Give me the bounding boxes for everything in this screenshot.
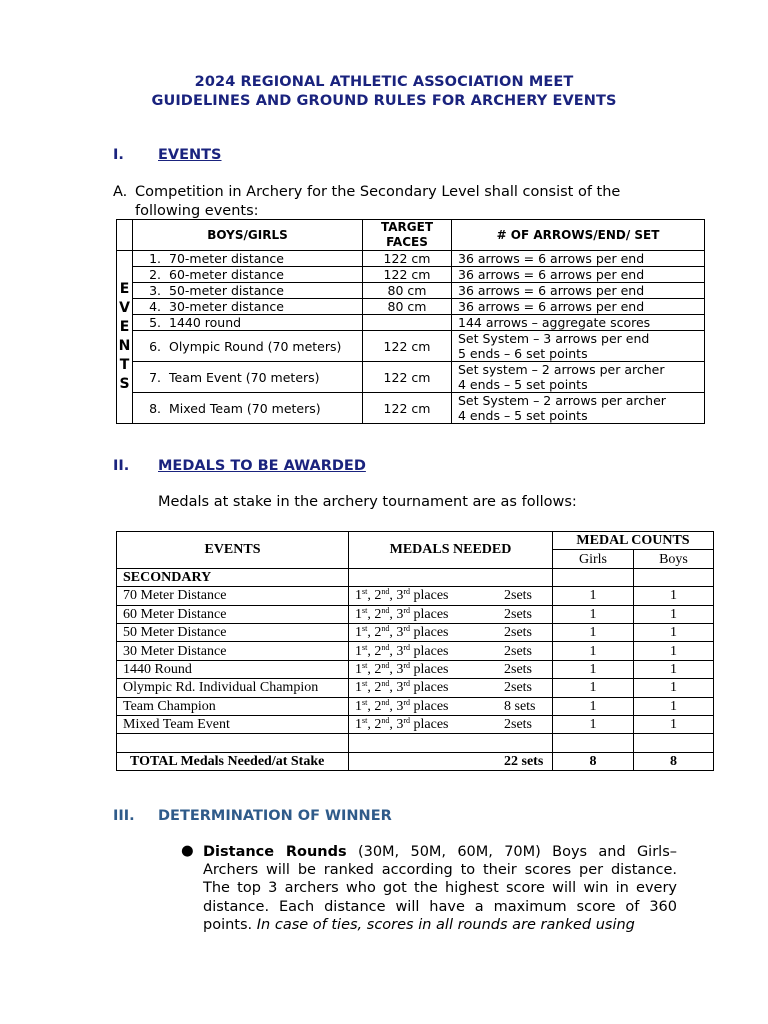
header-medal-counts: MEDAL COUNTS: [553, 532, 714, 550]
boys-count: 1: [634, 660, 714, 678]
row-number: 7.: [149, 369, 161, 385]
event-cell: [133, 393, 363, 424]
girls-count: 1: [553, 623, 634, 641]
ord-suffix: st: [362, 660, 368, 670]
ord-suffix: nd: [381, 679, 390, 689]
ord-suffix: nd: [381, 660, 390, 670]
medals-needed-cell: 1st, 2nd, 3rd places 2sets: [349, 623, 553, 641]
empty-cell: [349, 568, 553, 586]
ord-suffix: nd: [381, 697, 390, 707]
ord: 1: [355, 698, 362, 714]
event-cell: [133, 362, 363, 393]
ord: 1: [355, 643, 362, 659]
ord-suffix: st: [362, 587, 368, 597]
header-target-faces-text: TARGET FACES: [380, 220, 433, 249]
total-girls: 8: [553, 752, 634, 770]
side-letter: E: [119, 319, 130, 335]
table-row: [117, 299, 705, 315]
ord-suffix: nd: [381, 587, 390, 597]
sets-count: 8 sets: [504, 698, 536, 714]
paragraph-label: A.: [113, 184, 128, 200]
ord-suffix: nd: [381, 624, 390, 634]
table-row: [117, 315, 705, 331]
empty-cell: [553, 734, 634, 752]
table-row: [117, 623, 714, 641]
header-medals-needed: MEDALS NEEDED: [349, 532, 553, 569]
sets-count: 2sets: [504, 588, 532, 604]
ord-suffix: rd: [403, 642, 411, 652]
ord-suffix: st: [362, 716, 368, 726]
ord-suffix: nd: [381, 642, 390, 652]
ord-suffix: nd: [381, 605, 390, 615]
table-row: [117, 660, 714, 678]
event-name: Olympic Rd. Individual Champion: [117, 679, 349, 697]
bullet-icon: ●: [181, 843, 194, 859]
section-number: III.: [113, 808, 135, 824]
event-name: 60 Meter Distance: [117, 605, 349, 623]
boys-count: 1: [634, 605, 714, 623]
ord-suffix: st: [362, 642, 368, 652]
table-row: [117, 679, 714, 697]
table-row: [117, 715, 714, 733]
medals-needed-cell: 1st, 2nd, 3rd places 2sets: [349, 660, 553, 678]
table-row: [117, 587, 714, 605]
girls-count: 1: [553, 587, 634, 605]
arrows-cell: [452, 362, 705, 393]
table-row: [117, 697, 714, 715]
bullet-paragraph: [203, 843, 677, 934]
event-name: 30-meter distance: [169, 299, 284, 314]
ord: 2: [374, 606, 382, 622]
table-row: [117, 642, 714, 660]
ord: 3: [396, 588, 404, 604]
table-row: [117, 605, 714, 623]
boys-count: 1: [634, 642, 714, 660]
places-text: places: [413, 625, 449, 641]
ord: 2: [374, 680, 382, 696]
arrows-line: 4 ends – 5 set points: [458, 408, 588, 423]
girls-count: 1: [553, 642, 634, 660]
section-number: I.: [113, 147, 124, 163]
event-cell: [133, 283, 363, 299]
row-number: 2.: [149, 267, 161, 282]
arrows-line: Set System – 3 arrows per end: [458, 331, 650, 346]
girls-count: 1: [553, 660, 634, 678]
places-text: places: [413, 661, 449, 677]
event-name: 50-meter distance: [169, 283, 284, 298]
ord: 3: [396, 661, 404, 677]
event-name: 1440 round: [169, 315, 242, 330]
ord-suffix: rd: [403, 716, 411, 726]
side-letter: V: [119, 300, 130, 316]
group-label: SECONDARY: [117, 568, 349, 586]
arrows-cell: 144 arrows – aggregate scores: [452, 315, 705, 331]
event-name: Olympic Round (70 meters): [169, 338, 342, 354]
medals-table: [116, 531, 714, 771]
medals-needed-cell: 1st, 2nd, 3rd places 2sets: [349, 605, 553, 623]
section-name: EVENTS: [158, 147, 222, 163]
event-cell: [133, 251, 363, 267]
ord: 3: [396, 698, 404, 714]
arrows-cell: [452, 331, 705, 362]
empty-cell: [553, 568, 634, 586]
event-name: Team Champion: [117, 697, 349, 715]
ord: 3: [396, 680, 404, 696]
ord: 2: [374, 698, 382, 714]
empty-cell: [634, 568, 714, 586]
target-cell: 80 cm: [363, 299, 452, 315]
medals-needed-cell: 1st, 2nd, 3rd places 2sets: [349, 679, 553, 697]
ord: 1: [355, 717, 362, 733]
paragraph-text: Competition in Archery for the Secondary Level shall consist of the following events:: [135, 184, 621, 219]
table-row: [117, 283, 705, 299]
arrows-line: Set system – 2 arrows per archer: [458, 362, 665, 377]
sets-count: 2sets: [504, 661, 532, 677]
ord-suffix: rd: [403, 660, 411, 670]
boys-count: 1: [634, 697, 714, 715]
arrows-line: Set System – 2 arrows per archer: [458, 393, 666, 408]
places-text: places: [413, 698, 449, 714]
ord: 2: [374, 643, 382, 659]
ord-suffix: st: [362, 605, 368, 615]
places-text: places: [413, 680, 449, 696]
medals-header-row: [117, 532, 714, 550]
target-cell: 80 cm: [363, 283, 452, 299]
ord: 2: [374, 588, 382, 604]
ord: 1: [355, 661, 362, 677]
ord-suffix: rd: [403, 587, 411, 597]
boys-count: 1: [634, 623, 714, 641]
side-letter: S: [119, 376, 130, 392]
ord-suffix: rd: [403, 624, 411, 634]
event-name: Mixed Team Event: [117, 715, 349, 733]
ord: 3: [396, 625, 404, 641]
boys-count: 1: [634, 715, 714, 733]
arrows-cell: 36 arrows = 6 arrows per end: [452, 267, 705, 283]
sets-count: 2sets: [504, 717, 532, 733]
target-cell: 122 cm: [363, 393, 452, 424]
row-number: 8.: [149, 400, 161, 416]
event-cell: [133, 315, 363, 331]
header-target-faces: [363, 220, 452, 251]
bullet-bold: Distance Rounds: [203, 844, 347, 860]
total-boys: 8: [634, 752, 714, 770]
sets-count: 2sets: [504, 680, 532, 696]
header-blank: [117, 220, 133, 251]
blank-row: [117, 734, 714, 752]
event-cell: [133, 299, 363, 315]
side-letter: T: [119, 357, 130, 373]
header-arrows: # OF ARROWS/END/ SET: [452, 220, 705, 251]
target-cell: 122 cm: [363, 331, 452, 362]
row-number: 3.: [149, 283, 161, 298]
total-sets-cell: [349, 752, 553, 770]
ord-suffix: nd: [381, 716, 390, 726]
ord: 3: [396, 717, 404, 733]
row-number: 5.: [149, 315, 161, 330]
ord: 1: [355, 680, 362, 696]
ord: 2: [374, 625, 382, 641]
ord-suffix: st: [362, 697, 368, 707]
table-row: [117, 251, 705, 267]
group-row: [117, 568, 714, 586]
medals-needed-cell: 1st, 2nd, 3rd places 8 sets: [349, 697, 553, 715]
table-row: [117, 331, 705, 362]
event-name: 70-meter distance: [169, 251, 284, 266]
side-letter: N: [118, 338, 131, 354]
arrows-cell: 36 arrows = 6 arrows per end: [452, 251, 705, 267]
places-text: places: [413, 606, 449, 622]
sets-count: 2sets: [504, 643, 532, 659]
row-number: 6.: [149, 338, 161, 354]
arrows-cell: [452, 393, 705, 424]
ord: 3: [396, 643, 404, 659]
ord: 1: [355, 625, 362, 641]
places-text: places: [413, 717, 449, 733]
event-name: 50 Meter Distance: [117, 623, 349, 641]
empty-cell: [117, 734, 349, 752]
document-title: 2024 REGIONAL ATHLETIC ASSOCIATION MEET: [194, 74, 574, 90]
girls-count: 1: [553, 605, 634, 623]
arrows-cell: 36 arrows = 6 arrows per end: [452, 299, 705, 315]
medal-rows: [117, 587, 714, 734]
event-cell: [133, 331, 363, 362]
total-label: TOTAL Medals Needed/at Stake: [117, 752, 349, 770]
places-text: places: [413, 643, 449, 659]
ord: 2: [374, 717, 382, 733]
event-name: Team Event (70 meters): [169, 369, 320, 385]
sets-count: 2sets: [504, 606, 532, 622]
ord: 1: [355, 588, 362, 604]
header-girls: Girls: [553, 550, 634, 568]
row-number: 4.: [149, 299, 161, 314]
medals-needed-cell: 1st, 2nd, 3rd places 2sets: [349, 642, 553, 660]
medals-intro: Medals at stake in the archery tournament are as follows:: [158, 494, 577, 510]
target-cell: 122 cm: [363, 251, 452, 267]
event-name: 70 Meter Distance: [117, 587, 349, 605]
ord-suffix: st: [362, 679, 368, 689]
medals-needed-cell: 1st, 2nd, 3rd places 2sets: [349, 715, 553, 733]
boys-count: 1: [634, 679, 714, 697]
girls-count: 1: [553, 697, 634, 715]
header-boys-girls: BOYS/GIRLS: [133, 220, 363, 251]
table-row: [117, 393, 705, 424]
row-number: 1.: [149, 251, 161, 266]
table-row: [117, 362, 705, 393]
total-row: [117, 752, 714, 770]
places-text: places: [413, 588, 449, 604]
medals-needed-cell: 1st, 2nd, 3rd places 2sets: [349, 587, 553, 605]
bullet-italic: In case of ties, scores in all rounds are ranked using: [256, 916, 635, 933]
event-name: 60-meter distance: [169, 267, 284, 282]
girls-count: 1: [553, 679, 634, 697]
target-cell: 122 cm: [363, 362, 452, 393]
target-cell: 122 cm: [363, 267, 452, 283]
table-row: [117, 267, 705, 283]
events-side-label: [117, 251, 133, 424]
section-name: DETERMINATION OF WINNER: [158, 808, 392, 824]
event-cell: [133, 267, 363, 283]
boys-count: 1: [634, 587, 714, 605]
ord-suffix: rd: [403, 605, 411, 615]
section-number: II.: [113, 458, 130, 474]
event-name: 1440 Round: [117, 660, 349, 678]
empty-cell: [634, 734, 714, 752]
arrows-cell: 36 arrows = 6 arrows per end: [452, 283, 705, 299]
header-boys: Boys: [634, 550, 714, 568]
document-subtitle: GUIDELINES AND GROUND RULES FOR ARCHERY EVENTS: [151, 93, 617, 109]
target-cell: [363, 315, 452, 331]
events-header-row: [117, 220, 705, 251]
event-name: 30 Meter Distance: [117, 642, 349, 660]
events-table: [116, 219, 705, 424]
header-events: EVENTS: [117, 532, 349, 569]
ord-suffix: rd: [403, 679, 411, 689]
ord: 3: [396, 606, 404, 622]
girls-count: 1: [553, 715, 634, 733]
ord: 2: [374, 661, 382, 677]
ord-suffix: st: [362, 624, 368, 634]
bullet-text: (30M, 50M, 60M, 70M) Boys and Girls– Archers will be ranked according to their scores per distance. The top 3 archers who got the highest score will win in every distance. Each distance will have a maximum score of 360 points.: [203, 844, 678, 933]
section-name: MEDALS TO BE AWARDED: [158, 458, 366, 474]
side-letter: E: [119, 281, 130, 297]
sets-count: 2sets: [504, 625, 532, 641]
arrows-line: 5 ends – 6 set points: [458, 346, 588, 361]
event-name: Mixed Team (70 meters): [169, 400, 321, 416]
ord: 1: [355, 606, 362, 622]
ord-suffix: rd: [403, 697, 411, 707]
total-sets: 22 sets: [504, 753, 544, 769]
empty-cell: [349, 734, 553, 752]
arrows-line: 4 ends – 5 set points: [458, 377, 588, 392]
